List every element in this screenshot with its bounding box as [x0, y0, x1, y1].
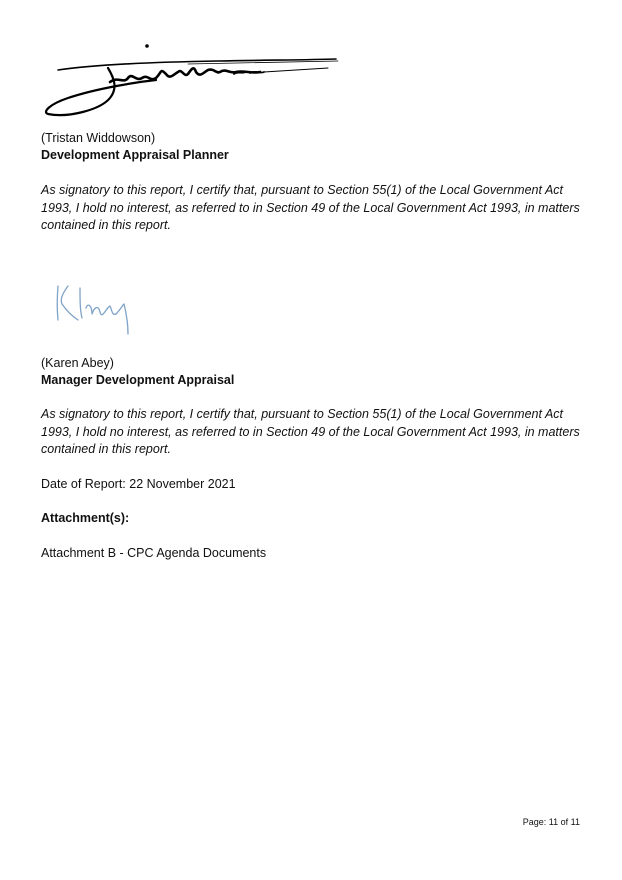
attachments-heading: Attachment(s):	[41, 511, 130, 525]
attachment-item: Attachment B - CPC Agenda Documents	[41, 546, 267, 560]
signatory-title: Manager Development Appraisal	[41, 373, 235, 387]
signatory-title: Development Appraisal Planner	[41, 148, 229, 162]
signatory-name: (Karen Abey)	[41, 356, 114, 370]
signature-karen-abey	[50, 280, 150, 340]
report-date: Date of Report: 22 November 2021	[41, 477, 236, 491]
signatory-name: (Tristan Widdowson)	[41, 131, 156, 145]
signature-tristan-widdowson	[38, 38, 348, 124]
page-number: Page: 11 of 11	[522, 817, 580, 827]
signatory-declaration: As signatory to this report, I certify that, pursuant to Section 55(1) of the Local Government Act 1993, I hold no interest, as referred to in Section 49 of the Local Government Act 1993, in matters contained in this report.	[41, 183, 580, 232]
signatory-declaration: As signatory to this report, I certify that, pursuant to Section 55(1) of the Local Government Act 1993, I hold no interest, as referred to in Section 49 of the Local Government Act 1993, in matters contained in this report.	[41, 407, 580, 456]
